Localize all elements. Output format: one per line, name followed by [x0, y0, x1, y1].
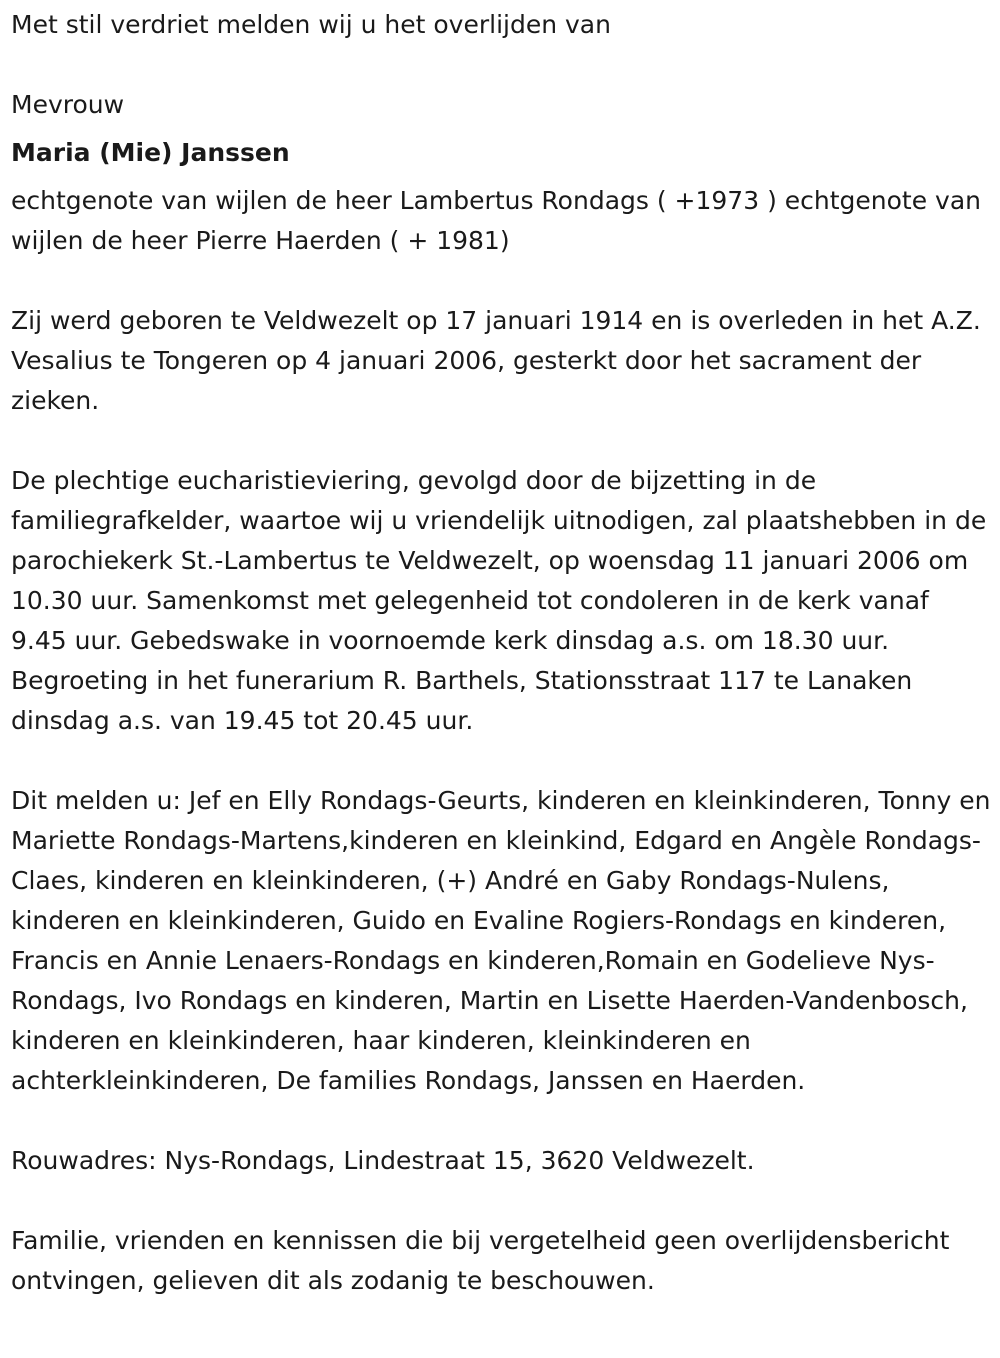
closing-paragraph: Familie, vrienden en kennissen die bij vergetelheid geen overlijdensbericht ontvingen, gelieven dit als zodanig te beschouwen. — [11, 1226, 950, 1295]
birth-death-paragraph: Zij werd geboren te Veldwezelt op 17 januari 1914 en is overleden in het A.Z. Vesalius te Tongeren op 4 januari 2006, gesterkt door het sacrament der zieken. — [11, 306, 981, 415]
family-paragraph: Dit melden u: Jef en Elly Rondags-Geurts, kinderen en kleinkinderen, Tonny en Mariette Rondags-Martens,kinderen en kleinkind, Edgard en Angèle Rondags-Claes, kinderen en kleinkinderen, (+) André en Gaby Rondags-Nulens, kinderen en kleinkinderen, Guido en Evaline Rogiers-Rondags en kinderen, Francis en Annie Lenaers-Rondags en kinderen,Romain en Godelieve Nys-Rondags, Ivo Rondags en kinderen, Martin en Lisette Haerden-Vandenbosch, kinderen en kleinkinderen, haar kinderen, kleinkinderen en achterkleinkinderen, De families Rondags, Janssen en Haerden. — [11, 786, 991, 1095]
mourning-address: Rouwadres: Nys-Rondags, Lindestraat 15, 3620 Veldwezelt. — [11, 1146, 755, 1175]
spouse-paragraph: echtgenote van wijlen de heer Lambertus Rondags ( +1973 ) echtgenote van wijlen de heer Pierre Haerden ( + 1981) — [11, 186, 982, 255]
honorific-title: Mevrouw — [11, 90, 125, 119]
death-notice — [11, 5, 991, 1301]
deceased-name: Maria (Mie) Janssen — [11, 138, 290, 167]
intro-line: Met stil verdriet melden wij u het overlijden van — [11, 10, 611, 39]
ceremony-paragraph: De plechtige eucharistieviering, gevolgd door de bijzetting in de familiegrafkelder, waartoe wij u vriendelijk uitnodigen, zal plaatshebben in de parochiekerk St.-Lambertus te Veldwezelt, op woensdag 11 januari 2006 om 10.30 uur. Samenkomst met gelegenheid tot condoleren in de kerk vanaf 9.45 uur. Gebedswake in voornoemde kerk dinsdag a.s. om 18.30 uur. Begroeting in het funerarium R. Barthels, Stationsstraat 117 te Lanaken dinsdag a.s. van 19.45 tot 20.45 uur. — [11, 466, 987, 735]
